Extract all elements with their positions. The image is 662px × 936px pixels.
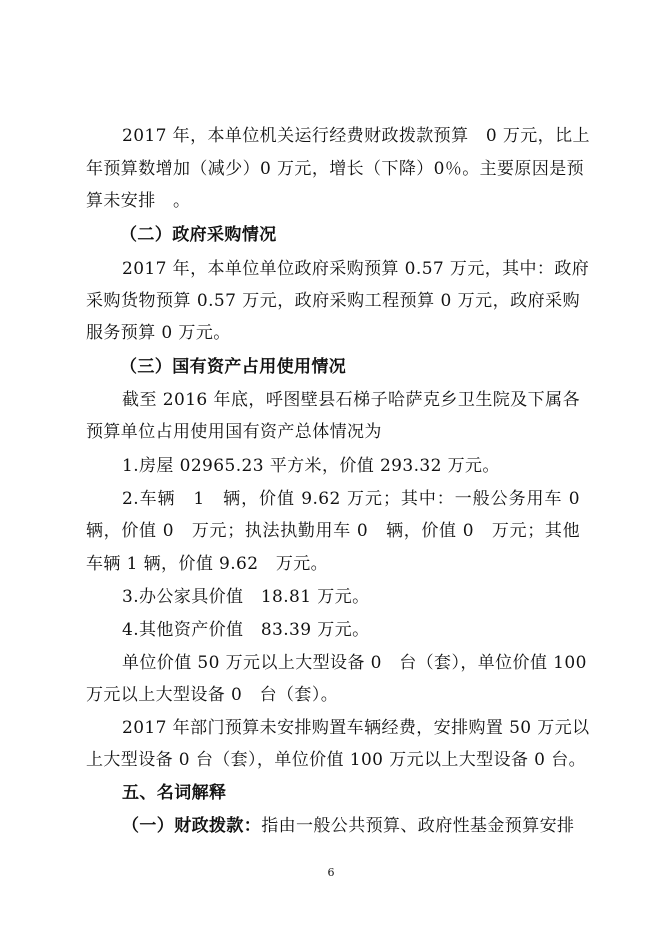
- page-number: 6: [327, 866, 335, 879]
- paragraph-line: 2017 年，本单位单位政府采购预算 0.57 万元，其中：政府: [122, 259, 590, 279]
- section-heading: （二）政府采购情况: [120, 225, 277, 245]
- list-item: 3.办公家具价值 18.81 万元。: [122, 587, 370, 607]
- section-heading: 五、名词解释: [122, 783, 227, 803]
- list-item: 1.房屋 02965.23 平方米，价值 293.32 万元。: [122, 456, 500, 476]
- paragraph-line: 采购货物预算 0.57 万元，政府采购工程预算 0 万元，政府采购: [86, 291, 580, 311]
- section-heading: （三）国有资产占用使用情况: [120, 357, 347, 377]
- term-label: （一）财政拨款：: [122, 816, 262, 836]
- paragraph-line: 2017 年部门预算未安排购置车辆经费，安排购置 50 万元以: [122, 718, 590, 738]
- paragraph-line: 预算单位占用使用国有资产总体情况为: [86, 422, 382, 442]
- term-text: 指由一般公共预算、政府性基金预算安排: [261, 816, 575, 836]
- paragraph-line: 服务预算 0 万元。: [86, 323, 231, 343]
- list-item: 4.其他资产价值 83.39 万元。: [122, 620, 370, 640]
- paragraph-line: 车辆 1 辆，价值 9.62 万元。: [86, 554, 329, 574]
- paragraph-line: 上大型设备 0 台（套），单位价值 100 万元以上大型设备 0 台。: [86, 750, 587, 770]
- paragraph-line: 2017 年，本单位机关运行经费财政拨款预算 0 万元，比上: [122, 126, 590, 146]
- paragraph-line: 算未安排 。: [86, 191, 191, 211]
- list-item: 2.车辆 1 辆，价值 9.62 万元；其中：一般公务用车 0: [122, 489, 580, 509]
- paragraph-line: 年预算数增加（减少）0 万元，增长（下降）0％。主要原因是预: [86, 159, 585, 179]
- definition-line: [122, 815, 574, 837]
- paragraph-line: 单位价值 50 万元以上大型设备 0 台（套），单位价值 100: [122, 653, 587, 673]
- paragraph-line: 万元以上大型设备 0 台（套）。: [86, 685, 339, 705]
- paragraph-line: 辆，价值 0 万元；执法执勤用车 0 辆，价值 0 万元；其他: [86, 521, 580, 541]
- paragraph-line: 截至 2016 年底，呼图壁县石梯子哈萨克乡卫生院及下属各: [122, 390, 580, 410]
